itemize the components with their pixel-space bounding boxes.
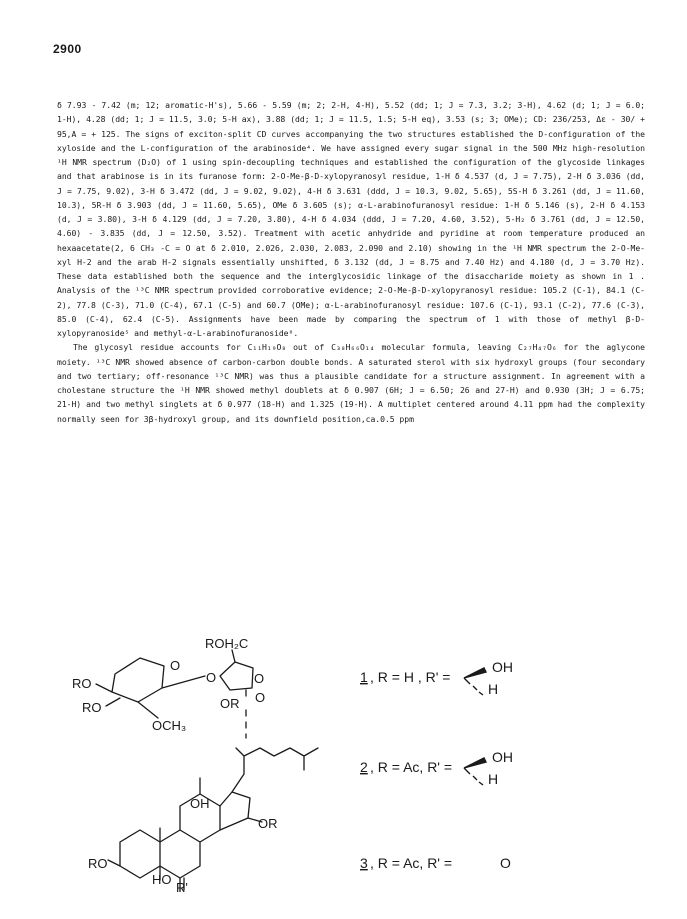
compound-2-h: H (488, 771, 499, 787)
compound-1-definition: , R = H , R' = (370, 669, 451, 685)
compound-1-number: 1 (360, 669, 368, 685)
paragraph-aglycone: The glycosyl residue accounts for C₁₁H₁₉O₈ out of C₃₈H₆₆O₁₄ molecular formula, leaving C₂₇H₄₇O₆ for the aglycone moiety. ¹³C NMR showed absence of carbon-carbon double bonds. A saturated sterol with six hydroxyl groups (four secondary and two tertiary; off-resonance ¹³C NMR) was thus a plausible candidate for a structure assignment. In agreement with a cholestane structure the ¹H NMR showed methyl doublets at δ 0.907 (6H; J = 6.50; 26 and 27-H) and 0.930 (3H; J = 6.75; 21-H) and two methyl singlets at δ 0.977 (18-H) and 1.325 (19-H). A multiplet centered around 4.11 ppm had the complexity normally seen for 3β-hydroxyl group, and its downfield position,ca.0.5 ppm (57, 342, 645, 424)
paragraph-nmr-assignments: δ 7.93 - 7.42 (m; 12; aromatic-H's), 5.66 - 5.59 (m; 2; 2-H, 4-H), 5.52 (dd; 1; J = 7.3, 3.2; 3-H), 4.62 (d; 1; J = 6.0; 1-H), 4.28 (dd; 1; J = 11.5, 3.0; 5-H ax), 3.88 (dd; 1; J = 11.5, 1.5; 5-H eq), 3.53 (s; 3; OMe); CD: 236/253, Δε - 30/ + 95,A = + 125. The signs of exciton-split CD curves accompanying the two structures established the D-configuration of the xyloside and the L-configuration of the arabinoside⁴. We have assigned every sugar signal in the 500 MHz high-resolution ¹H NMR spectrum (D₂O) of 1 using spin-decoupling techniques and established the configuration of the glycoside linkages and that arabinose is in its furanose form: 2-O-Me-β-D-xylopyranosyl residue, 1-H δ 4.537 (d, J = 7.75), 2-H δ 3.036 (dd, J = 7.75, 9.02), 3-H δ 3.472 (dd, J = 9.02, 9.02), 4-H δ 3.631 (ddd, J = 10.3, 9.02, 5.65), 5S-H δ 3.261 (dd, J = 11.60, 10.3), 5R-H δ 3.903 (dd, J = 11.60, 5.65), OMe δ 3.605 (s); α-L-arabinofuranosyl residue: 1-H δ 5.146 (s), 2-H δ 4.153 (d, J = 3.80), 3-H δ 4.129 (dd, J = 7.20, 3.80), 4-H δ 4.034 (ddd, J = 7.20, 4.60, 3.52), 5-H₂ δ 3.761 (dd, J = 12.50, 4.60) - 3.835 (dd, J = 12.50, 3.52). Treatment with acetic anhydride and pyridine at room temperature produced an hexaacetate(2, 6 CH₃ -C = O at δ 2.010, 2.026, 2.030, 2.083, 2.090 and 2.10) showing in the ¹H NMR spectrum the 2-O-Me-xyl H-2 and the arab H-2 signals essentially unshifted, δ 3.132 (dd, J = 8.75 and 7.40 Hz) and 4.180 (d, J = 3.70 Hz). These data established both the sequence and the interglycosidic linkage of the disaccharide moiety as shown in 1 . Analysis of the ¹³C NMR spectrum provided corroborative evidence; 2-O-Me-β-D-xylopyranosyl residue: 105.2 (C-1), 84.1 (C-2), 77.8 (C-3), 71.0 (C-4), 67.1 (C-5) and 60.7 (OMe); α-L-arabinofuranosyl residue: 107.6 (C-1), 93.1 (C-2), 77.6 (C-3), 85.0 (C-4), 62.4 (C-5). Assignments have been made by comparing the spectrum of 1 with those of methyl β-D-xylopyranoside⁵ and methyl-α-L-arabinofuranoside⁶. (57, 100, 645, 338)
label-or-d-ring: OR (258, 816, 278, 831)
compound-2-definition: , R = Ac, R' = (370, 759, 453, 775)
compound-2-oh: OH (492, 749, 513, 765)
compound-3-definition: , R = Ac, R' = (370, 855, 453, 871)
article-body (57, 98, 645, 426)
label-ro-top: RO (72, 676, 92, 691)
compound-3-oxo: O (500, 855, 511, 871)
label-ro-middle: RO (82, 700, 102, 715)
structure-figure (60, 632, 650, 892)
compound-1-h: H (488, 681, 499, 697)
label-link-oxygen: O (206, 670, 217, 685)
label-oh-c-ring: OH (190, 796, 210, 811)
label-ring-oxygen-xyl: O (170, 658, 181, 673)
label-ring-oxygen-fur: O (254, 671, 265, 686)
label-r-prime: R' (176, 880, 188, 892)
compound-2-number: 2 (360, 759, 368, 775)
label-roh2c: ROH₂C (205, 636, 249, 651)
label-och3: OCH₃ (152, 718, 187, 733)
label-ho-b-ring: HO (152, 872, 172, 887)
page-number: 2900 (53, 42, 82, 56)
compound-3-number: 3 (360, 855, 368, 871)
label-furanose-oxygen: O (255, 690, 266, 705)
chemical-structure-drawing (60, 632, 650, 892)
compound-1-oh: OH (492, 659, 513, 675)
label-or-furanose: OR (220, 696, 240, 711)
label-ro-a-ring: RO (88, 856, 108, 871)
